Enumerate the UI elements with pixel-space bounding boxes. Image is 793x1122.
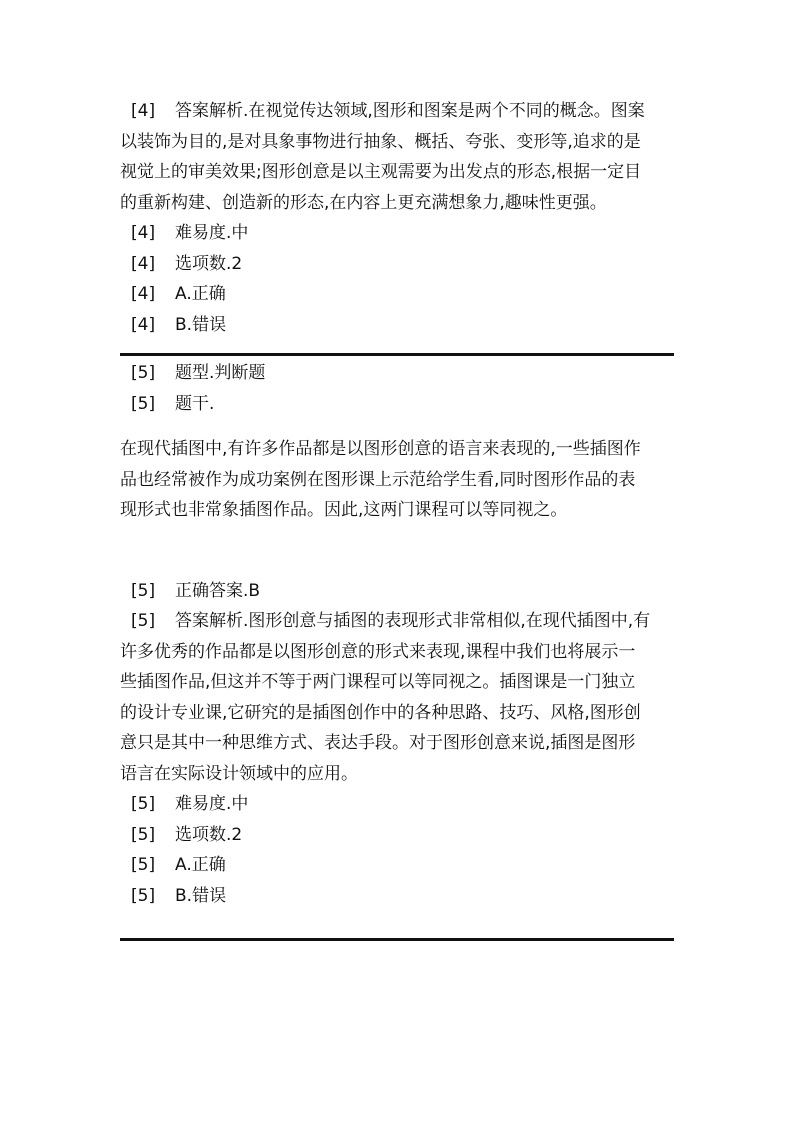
q5-option-count: [5] 选项数.2 xyxy=(131,824,243,845)
q5-explanation-line-3: 些插图作品,但这并不等于两门课程可以等同视之。插图课是一门独立 xyxy=(120,672,636,692)
q4-option-b: [4] B.错误 xyxy=(131,314,227,335)
q5-type: [5] 题型.判断题 xyxy=(131,363,266,383)
q5-explanation-line-4: 的设计专业课,它研究的是插图创作中的各种思路、技巧、风格,图形创 xyxy=(120,702,641,723)
q5-stem-line-3: 现形式也非常象插图作品。因此,这两门课程可以等同视之。 xyxy=(120,500,568,520)
section-divider xyxy=(120,353,674,356)
q4-tag: [4] xyxy=(131,101,156,121)
document-page xyxy=(120,96,674,941)
q5-difficulty: [5] 难易度.中 xyxy=(131,794,249,814)
q5-explanation-line-5: 意只是其中一种思维方式、表达手段。对于图形创意来说,插图是图形 xyxy=(120,733,636,753)
q5-explanation xyxy=(120,606,674,789)
q4-option-count: [4] 选项数.2 xyxy=(131,253,243,274)
q5-stem-label: [5] 题干. xyxy=(131,393,215,414)
q4-explanation-line-4: 的重新构建、创造新的形态,在内容上更充满想象力,趣味性更强。 xyxy=(120,192,607,213)
q4-explanation xyxy=(120,96,674,218)
q5-stem-line-2: 品也经常被作为成功案例在图形课上示范给学生看,同时图形作品的表 xyxy=(120,469,636,490)
section-divider-bottom xyxy=(120,938,674,941)
q5-explanation-line-1: [5] 答案解析.图形创意与插图的表现形式非常相似,在现代插图中,有 xyxy=(131,611,651,631)
q5-answer: [5] 正确答案.B xyxy=(131,580,261,601)
q4-explanation-line-2: 以装饰为目的,是对具象事物进行抽象、概括、夸张、变形等,追求的是 xyxy=(120,131,641,152)
q5-stem xyxy=(120,434,674,526)
q5-explanation-line-6: 语言在实际设计领域中的应用。 xyxy=(120,763,358,784)
q4-explanation-line-3: 视觉上的审美效果;图形创意是以主观需要为出发点的形态,根据一定目 xyxy=(120,162,642,182)
q5-stem-line-1: 在现代插图中,有许多作品都是以图形创意的语言来表现的,一些插图作 xyxy=(120,439,641,459)
q5-option-a: [5] A.正确 xyxy=(131,855,226,875)
q5-explanation-line-2: 许多优秀的作品都是以图形创意的形式来表现,课程中我们也将展示一 xyxy=(120,641,636,662)
q4-difficulty: [4] 难易度.中 xyxy=(131,223,249,243)
q4-option-a: [4] A.正确 xyxy=(131,284,226,304)
q5-option-b: [5] B.错误 xyxy=(131,885,227,906)
q4-explanation-line-1: [4] 答案解析.在视觉传达领域,图形和图案是两个不同的概念。图案 xyxy=(120,96,674,127)
